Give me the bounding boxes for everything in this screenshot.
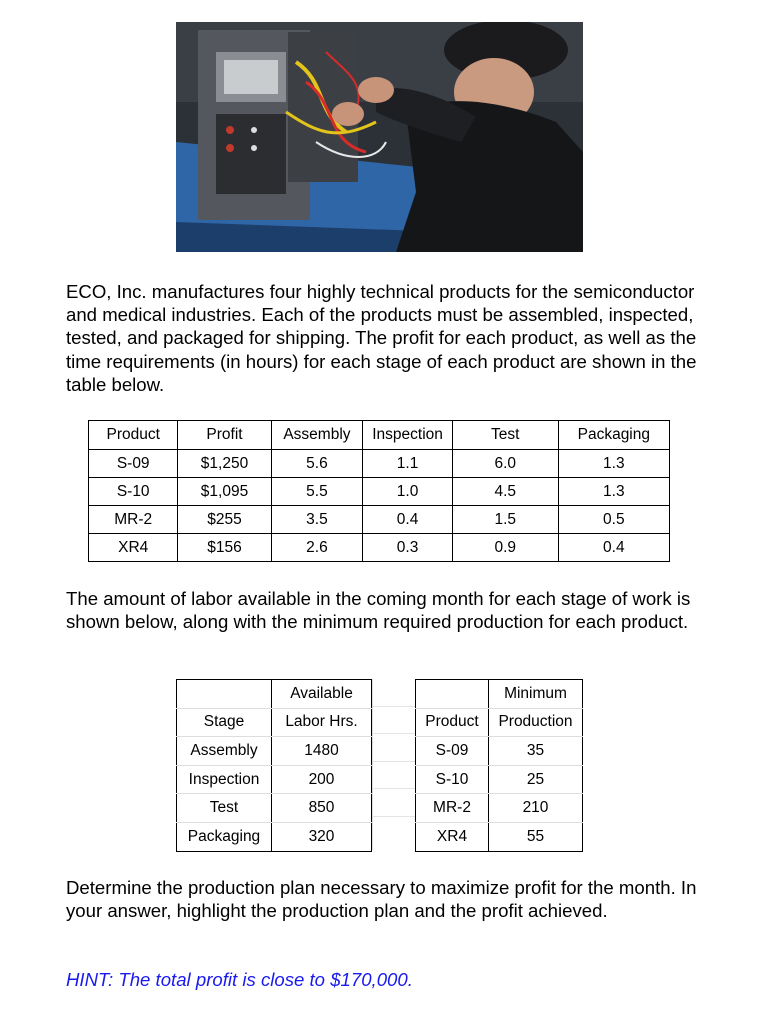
table-cell: XR4	[89, 534, 178, 562]
table-cell: 1480	[272, 737, 372, 766]
table-cell: S-09	[416, 737, 489, 766]
header-cell	[177, 680, 272, 709]
technician-photo	[176, 22, 583, 252]
table-cell: Packaging	[177, 822, 272, 851]
table-cell: 1.3	[558, 478, 669, 506]
table-cell: 1.1	[363, 450, 453, 478]
table-row	[89, 450, 670, 478]
table-cell: 35	[489, 737, 583, 766]
table-cell: S-10	[89, 478, 178, 506]
header-cell: Production	[489, 708, 583, 737]
table-header-row	[416, 708, 583, 737]
table-row	[416, 765, 583, 794]
labor-paragraph: The amount of labor available in the coming month for each stage of work is shown below, along with the minimum required production for each product.	[66, 588, 691, 633]
table-row	[416, 794, 583, 823]
table-cell: 0.4	[363, 506, 453, 534]
header-cell: Test	[452, 421, 558, 450]
table-cell: 0.3	[363, 534, 453, 562]
intro-paragraph: ECO, Inc. manufactures four highly technical products for the semiconductor and medical industries. Each of the products must be assembled, inspected, tested, and packaged for shipping. The profit for each product, as well as the time requirements (in hours) for each stage of each product are shown in the table below.	[66, 281, 697, 395]
table-cell: $1,095	[178, 478, 271, 506]
labor-table	[176, 679, 372, 852]
header-cell: Product	[416, 708, 489, 737]
table-cell: S-10	[416, 765, 489, 794]
table-cell: Inspection	[177, 765, 272, 794]
table-row	[89, 478, 670, 506]
table-cell: 5.5	[271, 478, 363, 506]
table-cell: 200	[272, 765, 372, 794]
table-cell: $255	[178, 506, 271, 534]
table-row	[177, 822, 372, 851]
table-cell: 320	[308, 827, 335, 845]
header-cell: Packaging	[558, 421, 669, 450]
header-cell: Minimum	[489, 680, 583, 709]
table-cell: XR4	[416, 822, 489, 851]
table-header-row	[177, 708, 372, 737]
hint-text: HINT: The total profit is close to $170,000.	[66, 969, 413, 990]
table-row	[177, 794, 372, 823]
table-cell: 0.5	[558, 506, 669, 534]
table-row	[177, 765, 372, 794]
header-cell: Product	[89, 421, 178, 450]
minimum-production-table	[415, 679, 583, 852]
table-row	[89, 506, 670, 534]
table-cell: 3.5	[271, 506, 363, 534]
table-cell: 0.9	[452, 534, 558, 562]
table-cell: 25	[489, 765, 583, 794]
table-cell: 6.0	[452, 450, 558, 478]
header-cell: Labor Hrs.	[272, 708, 372, 737]
table-cell: 850	[272, 794, 372, 823]
table-cell: 1.0	[363, 478, 453, 506]
header-cell: Profit	[178, 421, 271, 450]
header-cell: Stage	[177, 708, 272, 737]
table-row	[177, 737, 372, 766]
products-table	[88, 420, 670, 562]
table-cell: $1,250	[178, 450, 271, 478]
table-cell: Test	[177, 794, 272, 823]
table-row	[89, 534, 670, 562]
table-cell: 0.4	[558, 534, 669, 562]
table-cell: $156	[178, 534, 271, 562]
table-row	[416, 822, 583, 851]
table-cell: Assembly	[177, 737, 272, 766]
table-header-row	[177, 680, 372, 709]
table-cell: S-09	[89, 450, 178, 478]
table-cell: 2.6	[271, 534, 363, 562]
table-cell: MR-2	[89, 506, 178, 534]
table-cell: 55	[526, 827, 545, 845]
table-header-row	[89, 421, 670, 450]
table-cell: 4.5	[452, 478, 558, 506]
table-header-row	[416, 680, 583, 709]
table-row	[416, 737, 583, 766]
spreadsheet-gridlines	[372, 679, 415, 850]
header-cell: Assembly	[271, 421, 363, 450]
table-cell: 5.6	[271, 450, 363, 478]
table-cell: MR-2	[416, 794, 489, 823]
table-cell: 210	[489, 794, 583, 823]
header-cell	[416, 680, 489, 709]
table-cell: 1.5	[452, 506, 558, 534]
table-cell: 1.3	[558, 450, 669, 478]
header-cell: Available	[272, 680, 372, 709]
header-cell: Inspection	[363, 421, 453, 450]
task-paragraph: Determine the production plan necessary to maximize profit for the month. In your answer, highlight the production plan and the profit achieved.	[66, 877, 697, 922]
